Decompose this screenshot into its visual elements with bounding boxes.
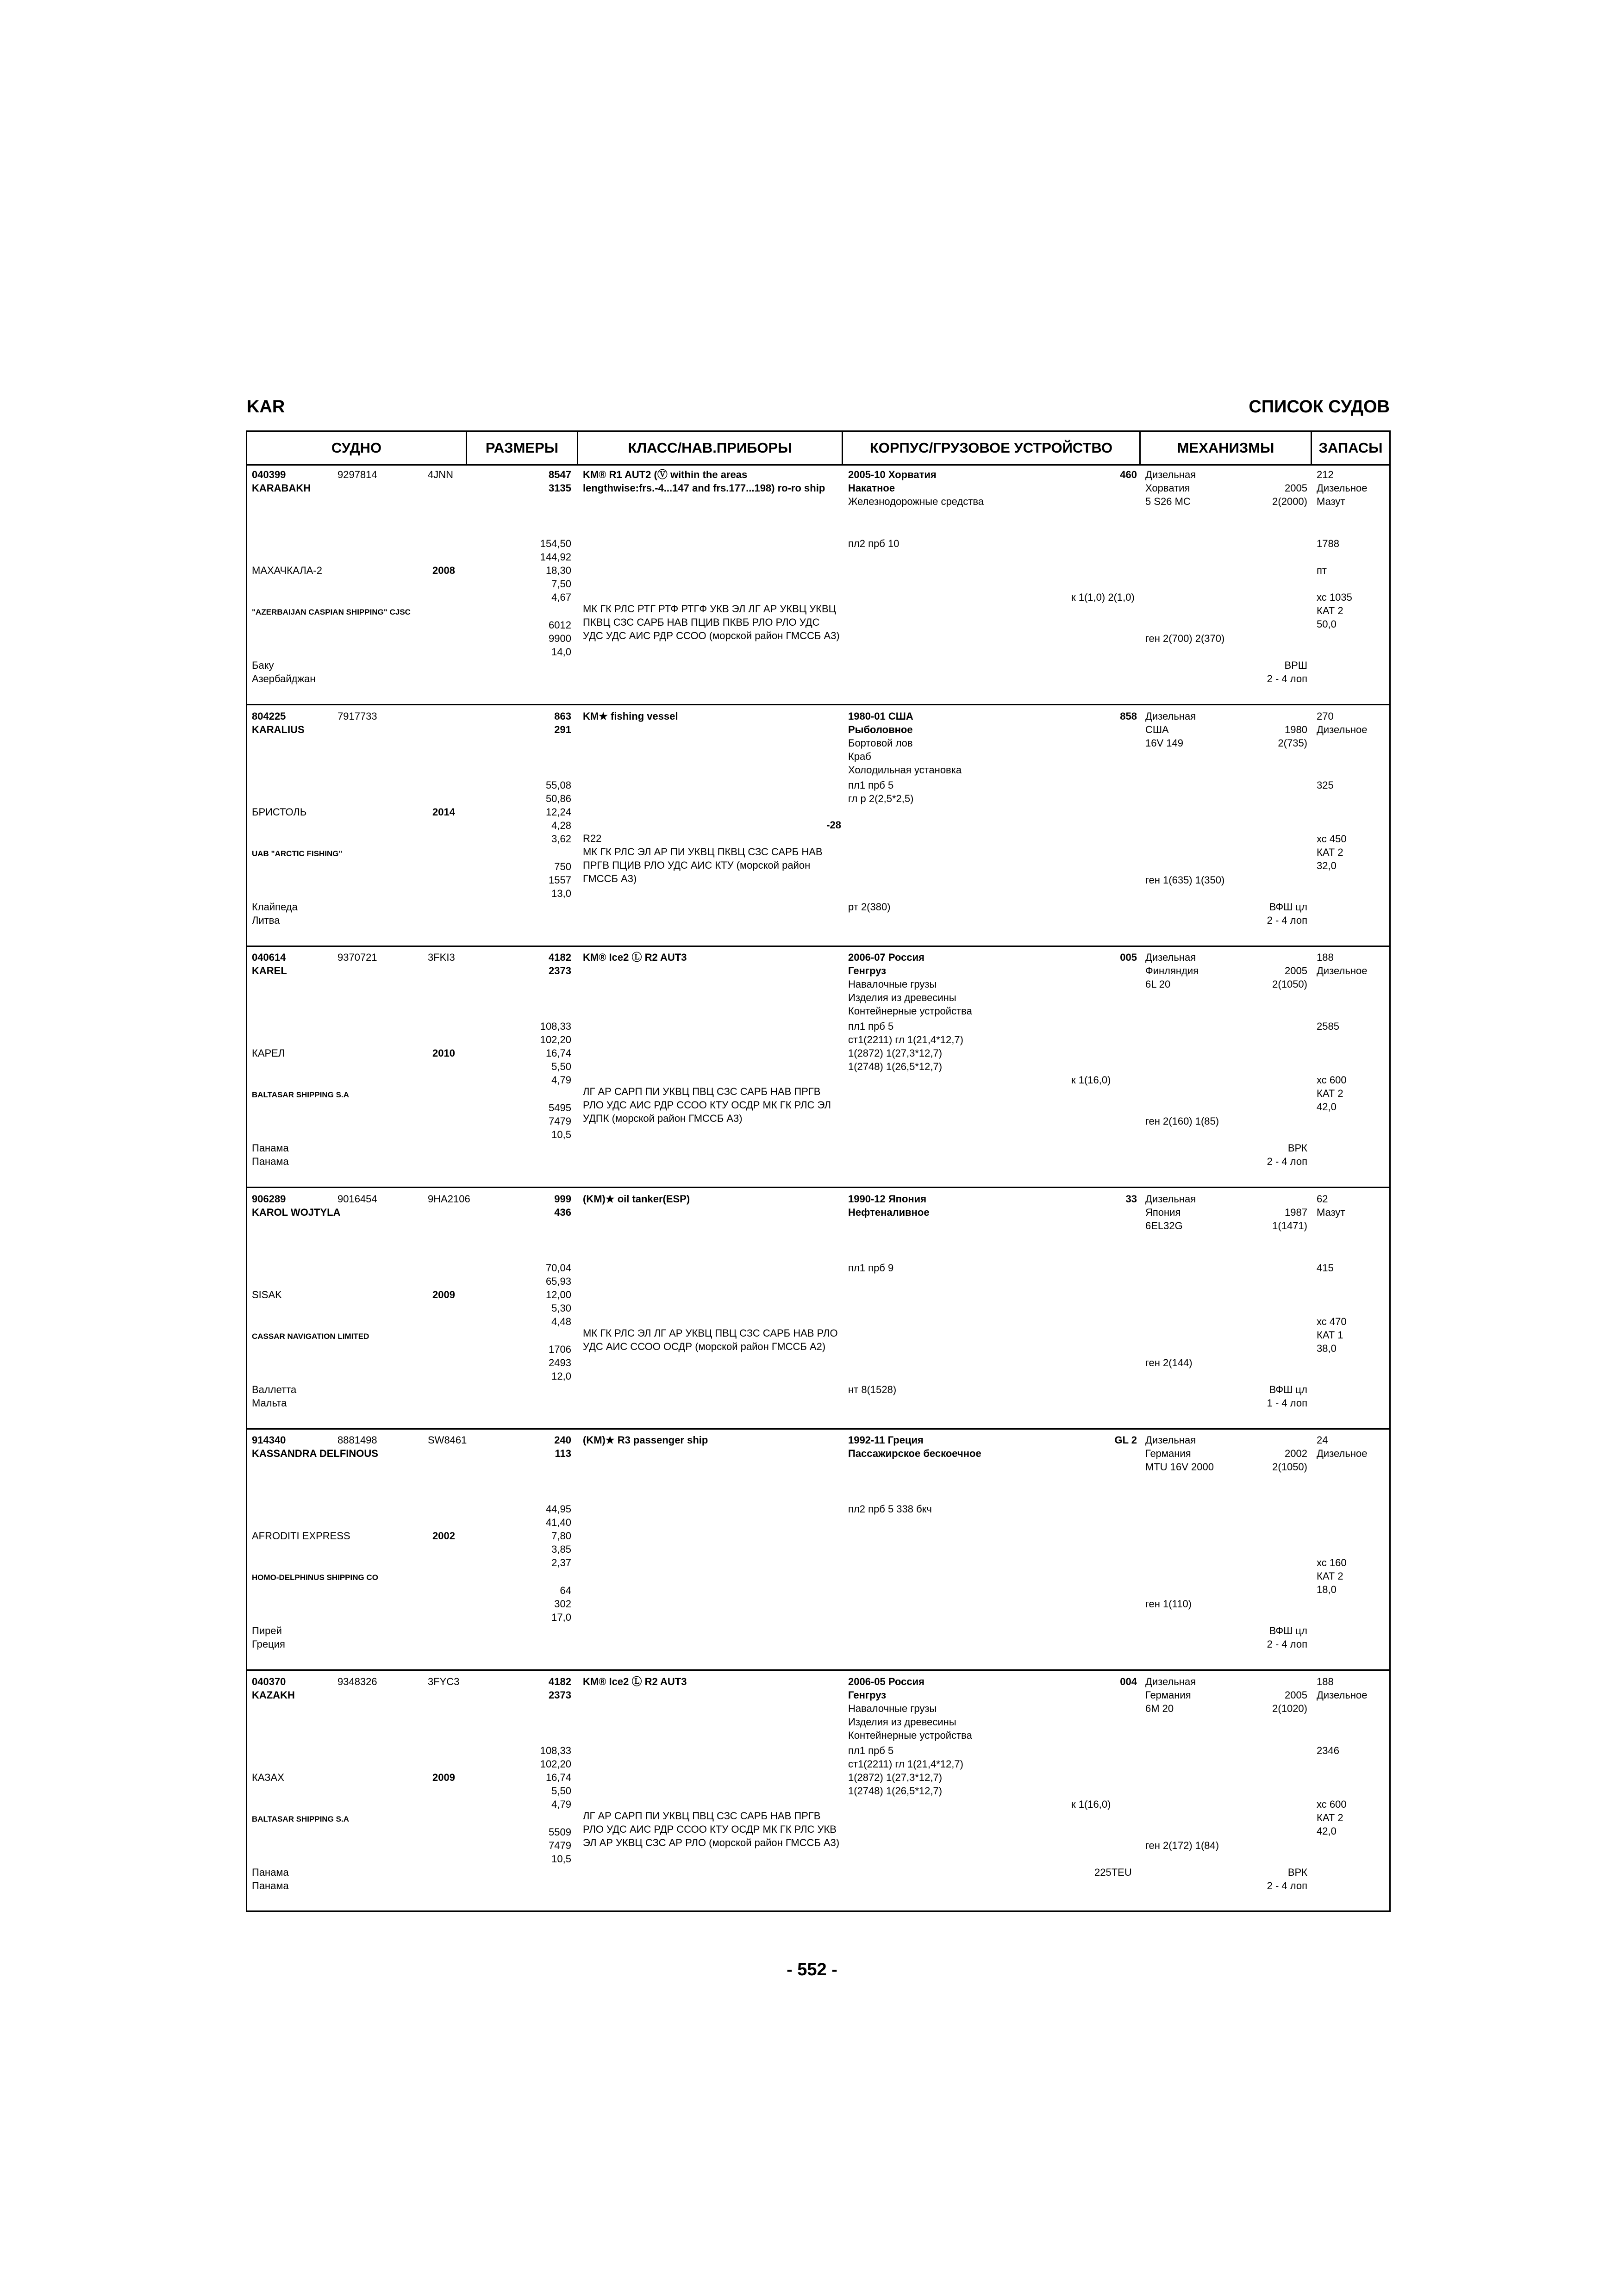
supply-line: хс 600: [1317, 1074, 1347, 1086]
supply-line: Дизельное: [1317, 1448, 1368, 1459]
dimension-value: 2373: [549, 965, 571, 977]
register-number: 804225: [252, 710, 286, 722]
build-year: 2009: [432, 1288, 455, 1300]
hull-code: 858: [1120, 710, 1137, 722]
dimension-value: 1557: [549, 874, 571, 886]
cargo-gear-line: 1(2872) 1(27,3*12,7): [848, 1047, 943, 1059]
dimension-value: 108,33: [540, 1744, 571, 1756]
flag-country: Греция: [252, 1638, 285, 1650]
navigation-equipment: R22 МК ГК РЛС ЭЛ АР ПИ УКВЦ ПКВЦ СЗС САРБ НАВ ПРГВ ПЦИВ РЛО УДС АИС КТУ (морской район ГМССБ А3): [583, 832, 823, 884]
imo-number: 8881498: [337, 1434, 377, 1446]
imo-number: 9370721: [337, 952, 377, 963]
supply-line: 212: [1317, 469, 1334, 480]
dimension-value: 17,0: [551, 1612, 571, 1623]
hull-code: 005: [1120, 952, 1137, 963]
home-port: Пирей: [252, 1625, 282, 1636]
hull-right-note: к 1(16,0): [1071, 1074, 1111, 1086]
supply-capacity: 2585: [1317, 1020, 1339, 1032]
ship-record: [247, 1671, 1389, 1892]
navigation-equipment: МК ГК РЛС ЭЛ ЛГ АР УКВЦ ПВЦ СЗС САРБ НАВ РЛО УДС АИС ССОО ОСДР (морской район ГМССБ А2): [583, 1327, 841, 1352]
supply-capacity: 2346: [1317, 1744, 1339, 1756]
dimension-value: 2493: [549, 1356, 571, 1369]
ship-record: [247, 1188, 1389, 1430]
machinery-power: 2(1020): [1272, 1702, 1307, 1714]
supply-line: 24: [1317, 1434, 1328, 1446]
cargo-gear-line: 1(2748) 1(26,5*12,7): [848, 1061, 943, 1072]
navigation-equipment: ЛГ АР САРП ПИ УКВЦ ПВЦ СЗС САРБ НАВ ПРГВ РЛО УДС АИС РДР ССОО КТУ ОСДР МК ГК РЛС ЭЛ УДПК (морской район ГМССБ А3): [583, 1086, 834, 1124]
dimension-value: 5,50: [551, 1785, 571, 1797]
cargo-gear-line: пл2 прб 5 338 бкч: [848, 1503, 932, 1515]
cargo-gear-line: пл1 прб 9: [848, 1262, 894, 1274]
ship-record: [247, 1430, 1389, 1671]
propeller-code: ВФШ цл: [1269, 1625, 1307, 1636]
dimension-value: 3,62: [551, 833, 571, 845]
machinery-power: 2(1050): [1272, 1461, 1307, 1473]
supply-line: 32,0: [1317, 859, 1337, 871]
propeller-code: ВФШ цл: [1269, 901, 1307, 913]
propeller-crew: 2 - 4 лоп: [1267, 673, 1307, 684]
machinery-year: 1980: [1285, 723, 1307, 735]
class-notation: KM★ fishing vessel: [583, 710, 678, 722]
owner-name: UAB "ARCTIC FISHING": [252, 849, 343, 858]
machinery-line: 6L 20: [1145, 978, 1171, 990]
hull-built: 2006-07 Россия: [848, 952, 924, 963]
propeller-crew: 1 - 4 лоп: [1267, 1397, 1307, 1409]
machinery-line: Германия: [1145, 1689, 1191, 1701]
build-year: 2010: [432, 1047, 455, 1059]
machinery-year: 1987: [1285, 1206, 1307, 1218]
col-header-supplies: ЗАПАСЫ: [1318, 440, 1383, 456]
hull-bottom-note: рт 2(380): [848, 901, 891, 913]
cargo-gear-line: гл р 2(2,5*2,5): [848, 792, 914, 804]
machinery-year: 2005: [1285, 1689, 1307, 1701]
hull-code: GL 2: [1114, 1434, 1137, 1446]
dimension-value: 55,08: [545, 779, 571, 791]
dimension-value: 4,48: [551, 1315, 571, 1327]
generator-info: ген 2(700) 2(370): [1145, 633, 1225, 644]
col-header-ship: СУДНО: [247, 432, 467, 464]
class-notation: KM® Ice2 Ⓛ R2 AUT3: [583, 1675, 687, 1687]
hull-built: 1992-11 Греция: [848, 1434, 924, 1446]
machinery-line: Япония: [1145, 1206, 1181, 1218]
register-number: 906289: [252, 1193, 286, 1205]
dimension-value: 2,37: [551, 1557, 571, 1568]
supply-line: Дизельное: [1317, 965, 1368, 977]
machinery-power: 2(1050): [1272, 978, 1307, 990]
build-year: 2002: [432, 1530, 455, 1542]
former-name: AFRODITI EXPRESS: [252, 1530, 350, 1542]
former-name: КАРЕЛ: [252, 1047, 285, 1059]
supply-line: КАТ 1: [1317, 1329, 1343, 1341]
dimension-value: 12,0: [551, 1370, 571, 1382]
machinery-power: 2(735): [1278, 737, 1307, 749]
machinery-line: Финляндия: [1145, 965, 1199, 977]
cargo-gear-line: 1(2872) 1(27,3*12,7): [848, 1771, 943, 1783]
cargo-gear-line: ст1(2211) гл 1(21,4*12,7): [848, 1758, 963, 1770]
register-number: 040399: [252, 469, 286, 480]
navigation-equipment: МК ГК РЛС РТГ РТФ РТГФ УКВ ЭЛ ЛГ АР УКВЦ УКВЦ ПКВЦ СЗС САРБ НАВ ПЦИВ ПКВБ РЛО РЛО УДС УДС УДС АИС РДР ССОО (морской район ГМССБ А3): [583, 603, 840, 641]
dimension-value: 4,28: [551, 819, 571, 831]
imo-number: 9016454: [337, 1193, 377, 1205]
ship-list-table: [246, 430, 1391, 1912]
hull-line: Генгруз: [848, 1689, 887, 1701]
class-notation: KM® R1 AUT2 (Ⓥ within the areas lengthwise:frs.-4...147 and frs.177...198) ro-ro ship: [583, 469, 825, 494]
hull-line: Краб: [848, 750, 871, 762]
dimension-value: 64: [560, 1585, 571, 1596]
ship-name: KAREL: [252, 965, 287, 977]
col-header-dimensions: РАЗМЕРЫ: [467, 432, 578, 464]
imo-number: 7917733: [337, 710, 377, 722]
dimension-value: 16,74: [545, 1771, 571, 1783]
dimension-value: 5495: [549, 1102, 571, 1114]
dimension-value: 7,80: [551, 1530, 571, 1542]
ship-name: KASSANDRA DELFINOUS: [252, 1448, 378, 1459]
cargo-gear-line: пл1 прб 5: [848, 779, 894, 791]
flag-country: Панама: [252, 1879, 289, 1892]
col-header-class: КЛАСС/НАВ.ПРИБОРЫ: [578, 432, 843, 464]
table-header: [247, 432, 1389, 466]
propeller-code: ВРК: [1287, 1866, 1307, 1878]
call-sign: 3FYC3: [428, 1675, 460, 1687]
hull-line: Холодильная установка: [848, 764, 962, 776]
hull-line: Изделия из древесины: [848, 1716, 956, 1728]
generator-info: ген 2(144): [1145, 1356, 1193, 1369]
class-mark: -28: [826, 819, 841, 831]
register-number: 040614: [252, 952, 286, 963]
ship-name: KARABAKH: [252, 482, 311, 494]
build-year: 2014: [432, 806, 455, 818]
supply-line: Дизельное: [1317, 723, 1368, 735]
dimension-value: 9900: [549, 633, 571, 644]
dimension-value: 4182: [549, 952, 571, 963]
machinery-line: Дизельная: [1145, 1193, 1196, 1205]
dimension-value: 7479: [549, 1839, 571, 1851]
hull-bottom-note: нт 8(1528): [848, 1383, 897, 1395]
hull-code: 004: [1120, 1675, 1137, 1687]
imo-number: 9348326: [337, 1675, 377, 1687]
supply-line: Мазут: [1317, 496, 1345, 507]
supply-line: 18,0: [1317, 1584, 1337, 1595]
machinery-line: США: [1145, 723, 1169, 735]
propeller-code: ВРК: [1287, 1142, 1307, 1154]
cargo-gear-line: ст1(2211) гл 1(21,4*12,7): [848, 1034, 963, 1045]
dimension-value: 1706: [549, 1343, 571, 1355]
propeller-crew: 2 - 4 лоп: [1267, 1879, 1307, 1892]
propeller-crew: 2 - 4 лоп: [1267, 914, 1307, 926]
ship-record: [247, 464, 1389, 705]
ship-name: KAROL WOJTYLA: [252, 1206, 341, 1218]
dimension-value: 102,20: [540, 1758, 571, 1770]
class-notation: KM® Ice2 Ⓛ R2 AUT3: [583, 952, 687, 963]
ship-record: [247, 706, 1389, 947]
supply-line: 42,0: [1317, 1101, 1337, 1113]
call-sign: 9HA2106: [428, 1193, 470, 1205]
dimension-value: 50,86: [545, 792, 571, 804]
owner-name: CASSAR NAVIGATION LIMITED: [252, 1332, 369, 1341]
dimension-value: 5509: [549, 1826, 571, 1838]
hull-line: Накатное: [848, 482, 895, 494]
hull-bottom-right-note: 225TEU: [1094, 1866, 1132, 1878]
dimension-value: 144,92: [540, 551, 571, 563]
owner-name: BALTASAR SHIPPING S.A: [252, 1814, 349, 1823]
dimension-value: 4,79: [551, 1798, 571, 1810]
dimension-value: 44,95: [545, 1503, 571, 1515]
cargo-gear-line: пл1 прб 5: [848, 1744, 894, 1756]
machinery-line: 5 S26 MC: [1145, 496, 1191, 507]
dimension-value: 13,0: [551, 887, 571, 899]
call-sign: 3FKI3: [428, 952, 455, 963]
former-name: БРИСТОЛЬ: [252, 806, 307, 818]
supply-line: хс 470: [1317, 1315, 1347, 1327]
dimension-value: 4,67: [551, 591, 571, 603]
ship-record: [247, 947, 1389, 1188]
former-name: МАХАЧКАЛА-2: [252, 565, 322, 576]
dimension-value: 12,00: [545, 1288, 571, 1300]
hull-line: Пассажирское бескоечное: [848, 1448, 981, 1459]
dimension-value: 7479: [549, 1115, 571, 1127]
supply-line: 188: [1317, 1675, 1334, 1687]
dimension-value: 16,74: [545, 1047, 571, 1059]
dimension-value: 4182: [549, 1675, 571, 1687]
hull-code: 460: [1120, 469, 1137, 480]
former-name: SISAK: [252, 1288, 282, 1300]
flag-country: Азербайджан: [252, 673, 316, 684]
machinery-line: Дизельная: [1145, 469, 1196, 480]
page-title: СПИСОК СУДОВ: [1249, 397, 1390, 417]
flag-country: Панама: [252, 1156, 289, 1167]
cargo-gear-line: 1(2748) 1(26,5*12,7): [848, 1785, 943, 1797]
supply-line: Дизельное: [1317, 1689, 1368, 1701]
hull-line: Навалочные грузы: [848, 978, 937, 990]
propeller-crew: 2 - 4 лоп: [1267, 1638, 1307, 1650]
dimension-value: 436: [554, 1206, 571, 1218]
hull-right-note: к 1(16,0): [1071, 1798, 1111, 1810]
flag-country: Мальта: [252, 1397, 287, 1409]
ship-name: KARALIUS: [252, 723, 305, 735]
propeller-code: ВФШ цл: [1269, 1383, 1307, 1395]
supply-line: КАТ 2: [1317, 1088, 1343, 1099]
machinery-line: Дизельная: [1145, 952, 1196, 963]
dimension-value: 18,30: [545, 565, 571, 576]
dimension-value: 113: [555, 1448, 571, 1459]
machinery-line: Германия: [1145, 1448, 1191, 1459]
supply-line: 42,0: [1317, 1825, 1337, 1837]
hull-line: Генгруз: [848, 965, 887, 977]
machinery-line: 16V 149: [1145, 737, 1183, 749]
machinery-line: Хорватия: [1145, 482, 1190, 494]
machinery-year: 2005: [1285, 482, 1307, 494]
hull-line: Контейнерные устройства: [848, 1005, 972, 1017]
class-notation: (KM)★ R3 passenger ship: [583, 1434, 708, 1446]
generator-info: ген 2(160) 1(85): [1145, 1115, 1219, 1127]
machinery-line: Дизельная: [1145, 1675, 1196, 1687]
dimension-value: 3135: [549, 482, 571, 494]
supply-line: КАТ 2: [1317, 1811, 1343, 1823]
supply-line: КАТ 2: [1317, 1570, 1343, 1582]
supply-line: 270: [1317, 710, 1334, 722]
owner-name: "AZERBAIJAN CASPIAN SHIPPING" CJSC: [252, 608, 411, 616]
register-number: 040370: [252, 1675, 286, 1687]
dimension-value: 41,40: [545, 1517, 571, 1528]
hull-line: Нефтеналивное: [848, 1206, 930, 1218]
dimension-value: 6012: [549, 619, 571, 631]
supply-mark: пт: [1317, 565, 1327, 576]
dimension-value: 8547: [549, 469, 571, 480]
call-sign: SW8461: [428, 1434, 467, 1446]
dimension-value: 240: [554, 1434, 571, 1446]
hull-line: Бортовой лов: [848, 737, 913, 749]
flag-country: Литва: [252, 914, 280, 926]
propeller-crew: 2 - 4 лоп: [1267, 1156, 1307, 1167]
hull-code: 33: [1125, 1193, 1137, 1205]
dimension-value: 14,0: [551, 646, 571, 658]
dimension-value: 291: [554, 723, 571, 735]
page-number: - 552 -: [787, 1960, 837, 1979]
supply-line: КАТ 2: [1317, 846, 1343, 858]
dimension-value: 108,33: [540, 1020, 571, 1032]
navigation-equipment: ЛГ АР САРП ПИ УКВЦ ПВЦ СЗС САРБ НАВ ПРГВ РЛО УДС АИС РДР ССОО КТУ ОСДР МК ГК РЛС УКВ ЭЛ АР УКВЦ СЗС АР РЛО (морской район ГМССБ А3): [583, 1810, 840, 1848]
dimension-value: 5,30: [551, 1302, 571, 1314]
supply-capacity: 1788: [1317, 538, 1339, 549]
supply-line: 188: [1317, 952, 1334, 963]
generator-info: ген 1(110): [1145, 1598, 1192, 1610]
supply-line: Мазут: [1317, 1206, 1345, 1218]
home-port: Панама: [252, 1866, 289, 1878]
hull-built: 1990-12 Япония: [848, 1193, 927, 1205]
imo-number: 9297814: [337, 469, 377, 480]
supply-line: 38,0: [1317, 1342, 1337, 1354]
propeller-code: ВРШ: [1284, 660, 1307, 671]
hull-right-note: к 1(1,0) 2(1,0): [1071, 591, 1135, 603]
dimension-value: 154,50: [540, 538, 571, 549]
dimension-value: 10,5: [551, 1129, 571, 1140]
machinery-line: Дизельная: [1145, 710, 1196, 722]
dimension-value: 999: [554, 1193, 571, 1205]
dimension-value: 102,20: [540, 1034, 571, 1045]
home-port: Валлетта: [252, 1383, 297, 1395]
home-port: Панама: [252, 1142, 289, 1154]
dimension-value: 302: [554, 1598, 571, 1610]
hull-built: 2006-05 Россия: [848, 1675, 924, 1687]
supply-capacity: 415: [1317, 1262, 1334, 1274]
cargo-gear-line: пл1 прб 5: [848, 1020, 894, 1032]
supply-line: хс 160: [1317, 1557, 1347, 1568]
hull-line: Рыболовное: [848, 723, 913, 735]
hull-line: Навалочные грузы: [848, 1702, 937, 1714]
supply-line: 50,0: [1317, 618, 1337, 630]
machinery-year: 2005: [1285, 965, 1307, 977]
hull-built: 2005-10 Хорватия: [848, 469, 937, 480]
ship-name: KAZAKH: [252, 1689, 295, 1701]
register-number: 914340: [252, 1434, 286, 1446]
supply-capacity: 325: [1317, 779, 1334, 791]
build-year: 2008: [432, 565, 455, 576]
former-name: КАЗАХ: [252, 1771, 284, 1783]
dimension-value: 4,79: [551, 1074, 571, 1086]
machinery-power: 2(2000): [1272, 496, 1307, 507]
dimension-value: 10,5: [551, 1853, 571, 1865]
call-sign: 4JNN: [428, 469, 454, 480]
supply-line: хс 450: [1317, 833, 1347, 845]
col-header-machinery: МЕХАНИЗМЫ: [1141, 432, 1312, 464]
home-port: Клайпеда: [252, 901, 298, 913]
supply-line: Дизельное: [1317, 482, 1368, 494]
dimension-value: 5,50: [551, 1061, 571, 1072]
dimension-value: 3,85: [551, 1543, 571, 1555]
owner-name: HOMO-DELPHINUS SHIPPING CO: [252, 1573, 378, 1582]
machinery-line: Дизельная: [1145, 1434, 1196, 1446]
generator-info: ген 2(172) 1(84): [1145, 1839, 1219, 1851]
col-header-hull: КОРПУС/ГРУЗОВОЕ УСТРОЙСТВО: [843, 432, 1141, 464]
machinery-year: 2002: [1285, 1448, 1307, 1459]
dimension-value: 2373: [549, 1689, 571, 1701]
supply-line: КАТ 2: [1317, 605, 1343, 616]
dimension-value: 7,50: [551, 578, 571, 590]
supply-line: 62: [1317, 1193, 1328, 1205]
supply-line: хс 600: [1317, 1798, 1347, 1810]
hull-built: 1980-01 США: [848, 710, 913, 722]
dimension-value: 70,04: [545, 1262, 571, 1274]
build-year: 2009: [432, 1771, 455, 1783]
hull-line: Железнодорожные средства: [848, 496, 984, 507]
machinery-line: 6M 20: [1145, 1702, 1174, 1714]
supply-line: хс 1035: [1317, 591, 1352, 603]
generator-info: ген 1(635) 1(350): [1145, 874, 1225, 886]
dimension-value: 750: [554, 860, 571, 872]
cargo-gear-line: пл2 прб 10: [848, 538, 899, 549]
machinery-power: 1(1471): [1272, 1220, 1307, 1232]
page-code: KAR: [247, 397, 285, 417]
class-notation: (KM)★ oil tanker(ESP): [583, 1193, 690, 1205]
dimension-value: 65,93: [545, 1275, 571, 1287]
hull-line: Изделия из древесины: [848, 992, 956, 1003]
machinery-line: MTU 16V 2000: [1145, 1461, 1214, 1473]
page-header: [246, 397, 1391, 420]
hull-line: Контейнерные устройства: [848, 1729, 972, 1741]
dimension-value: 863: [554, 710, 571, 722]
dimension-value: 12,24: [545, 806, 571, 818]
home-port: Баку: [252, 660, 274, 671]
machinery-line: 6EL32G: [1145, 1220, 1183, 1232]
owner-name: BALTASAR SHIPPING S.A: [252, 1090, 349, 1099]
